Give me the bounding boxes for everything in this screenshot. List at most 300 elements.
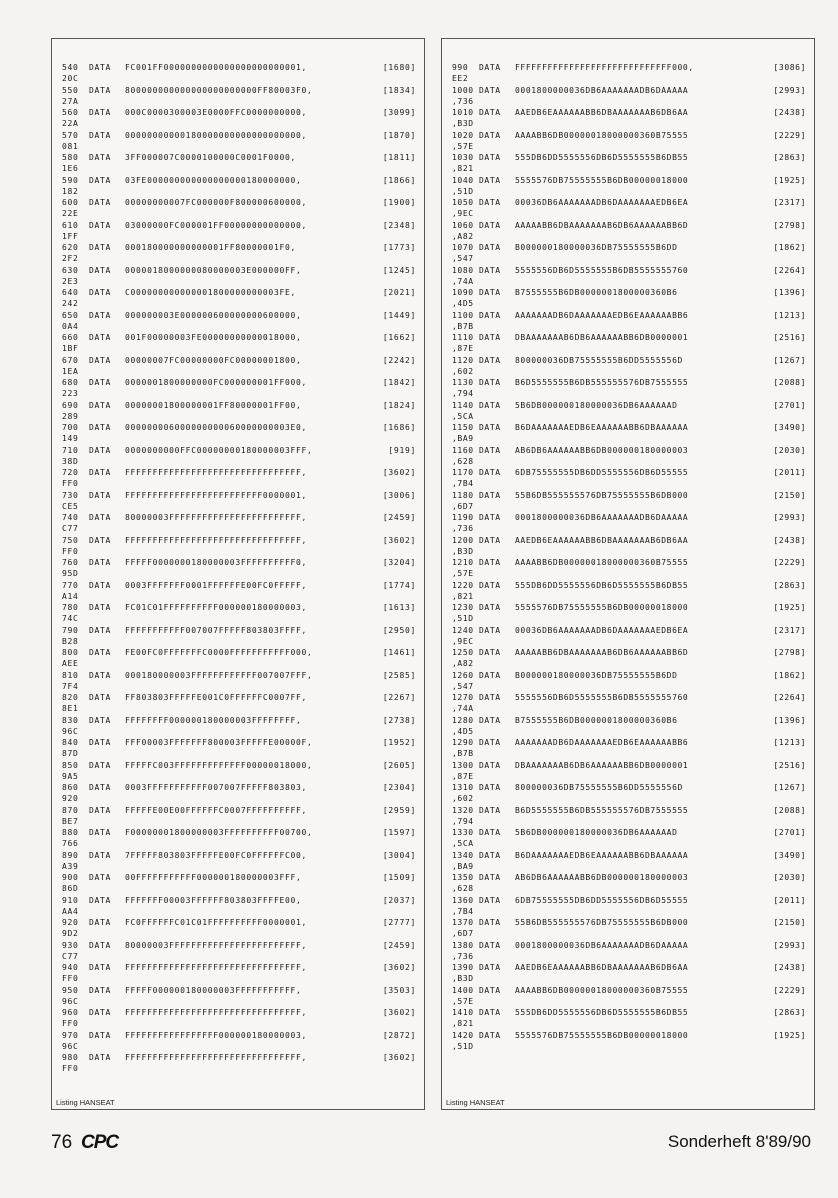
keyword: DATA xyxy=(89,1030,112,1040)
keyword: DATA xyxy=(89,423,112,432)
line-number: B28 xyxy=(62,636,79,646)
line-number: 1240 xyxy=(452,625,474,635)
data-values: 6DB75555555DB6DD5555556DB6D55555 xyxy=(515,468,689,477)
line-number: 1080 xyxy=(452,265,474,275)
data-values: 00036DB6AAAAAAADB6DAAAAAAAEDB6EA xyxy=(515,625,689,635)
data-values: 5555556DB6D5555555B6DB5555555760 xyxy=(515,265,689,275)
data-values: AB6DB6AAAAAABB6DB000000180000003 xyxy=(515,873,689,882)
data-values: 80000003FFFFFFFFFFFFFFFFFFFFFFFF, xyxy=(125,940,308,950)
listing-line xyxy=(452,636,806,647)
keyword: DATA xyxy=(89,1053,112,1062)
line-number: FF0 xyxy=(62,1019,79,1029)
listing-line xyxy=(62,613,416,624)
line-number: 1110 xyxy=(452,333,474,342)
line-number: BE7 xyxy=(62,816,79,826)
line-number: 1010 xyxy=(452,108,474,117)
line-number: ,821 xyxy=(452,1019,474,1029)
keyword: DATA xyxy=(89,85,112,95)
line-number: 740 xyxy=(62,513,79,522)
line-number: 95D xyxy=(62,569,79,579)
line-number: 1120 xyxy=(452,355,474,365)
data-values: 55B6DB555555576DB75555555B6DB000 xyxy=(515,490,689,500)
listing-line xyxy=(452,658,806,669)
keyword: DATA xyxy=(89,648,112,657)
line-number: ,B3D xyxy=(452,546,474,556)
line-number: ,51D xyxy=(452,186,474,196)
listing-line xyxy=(452,760,806,771)
line-number: 9A5 xyxy=(62,771,79,781)
listing-line xyxy=(62,827,416,838)
data-values: 5B6DB000000180000036DB6AAAAAAD xyxy=(515,400,678,410)
listing-line xyxy=(62,681,416,692)
line-number: 289 xyxy=(62,411,79,421)
data-values: B000000180000036DB75555555B6DD xyxy=(515,670,678,680)
checksum: [2701] xyxy=(773,828,806,837)
data-values: 000000003E000000600000000600000, xyxy=(125,310,302,320)
line-number: ,736 xyxy=(452,96,474,106)
keyword: DATA xyxy=(89,1008,112,1017)
listing-line xyxy=(62,647,416,658)
checksum: [1449] xyxy=(382,310,416,320)
keyword: DATA xyxy=(479,175,501,185)
listing-line xyxy=(452,613,806,624)
line-number: 810 xyxy=(62,670,79,680)
listing-line xyxy=(452,175,806,186)
listing-line xyxy=(62,568,416,579)
keyword: DATA xyxy=(89,895,112,905)
listing-line xyxy=(62,703,416,714)
listing-line xyxy=(62,962,416,973)
listing-line xyxy=(62,771,416,782)
keyword: DATA xyxy=(479,963,501,972)
line-number: EE2 xyxy=(452,74,469,84)
data-values: 001F00000003FE00000000000018000, xyxy=(125,333,302,342)
listing-line xyxy=(62,1007,416,1018)
line-number: A39 xyxy=(62,861,79,871)
line-number: 2F2 xyxy=(62,254,79,264)
checksum: [3602] xyxy=(382,468,416,477)
line-number: ,794 xyxy=(452,389,474,399)
checksum: [2267] xyxy=(382,693,416,702)
checksum: [2348] xyxy=(382,220,416,230)
line-number: 22A xyxy=(62,119,79,129)
checksum: [2438] xyxy=(773,535,806,545)
line-number: 1070 xyxy=(452,243,474,252)
listing-line xyxy=(452,1041,806,1052)
keyword: DATA xyxy=(89,783,112,792)
listing-line xyxy=(62,1052,416,1063)
keyword: DATA xyxy=(479,580,501,590)
line-number: 960 xyxy=(62,1008,79,1017)
data-values: DBAAAAAAAB6DB6AAAAAABB6DB0000001 xyxy=(515,333,689,342)
checksum: [2037] xyxy=(382,895,416,905)
line-number: ,602 xyxy=(452,366,474,376)
data-values: 0001800000036DB6AAAAAAADB6DAAAAA xyxy=(515,85,689,95)
keyword: DATA xyxy=(479,63,501,72)
listing-line xyxy=(62,928,416,939)
data-values: 03FE000000000000000000180000000, xyxy=(125,175,302,185)
keyword: DATA xyxy=(479,558,501,567)
keyword: DATA xyxy=(89,333,112,342)
checksum: [1834] xyxy=(382,85,416,95)
listing-line xyxy=(62,96,416,107)
keyword: DATA xyxy=(89,873,112,882)
line-number: ,A82 xyxy=(452,659,474,669)
listing-line xyxy=(62,1041,416,1052)
keyword: DATA xyxy=(89,468,112,477)
checksum: [2993] xyxy=(773,513,806,522)
keyword: DATA xyxy=(89,670,112,680)
keyword: DATA xyxy=(479,490,501,500)
checksum: [2304] xyxy=(382,783,416,792)
checksum: [1686] xyxy=(382,423,416,432)
data-values: FFFFF0000000180000003FFFFFFFFFF0, xyxy=(125,558,308,567)
listing-line xyxy=(62,737,416,748)
data-values: AAAABB6DB00000018000000360B75555 xyxy=(515,985,689,995)
listing-line xyxy=(62,591,416,602)
line-number: 96C xyxy=(62,996,79,1006)
checksum: [2738] xyxy=(382,715,416,725)
checksum: [2585] xyxy=(382,670,416,680)
listing-line xyxy=(62,1030,416,1041)
data-values: 00036DB6AAAAAAADB6DAAAAAAAEDB6EA xyxy=(515,198,689,207)
checksum: [2242] xyxy=(382,355,416,365)
checksum: [3602] xyxy=(382,535,416,545)
listing-line xyxy=(62,658,416,669)
data-values: 3FF000007C0000100000C0001F0000, xyxy=(125,153,297,162)
line-number: ,B3D xyxy=(452,974,474,984)
line-number: 830 xyxy=(62,715,79,725)
checksum: [2264] xyxy=(773,693,806,702)
listing-line xyxy=(452,670,806,681)
checksum: [3490] xyxy=(773,850,806,860)
line-number: FF0 xyxy=(62,479,79,489)
line-number: 550 xyxy=(62,85,79,95)
listing-line xyxy=(452,298,806,309)
listing-line xyxy=(452,152,806,163)
listing-line xyxy=(62,231,416,242)
listing-line xyxy=(452,422,806,433)
listing-line xyxy=(452,433,806,444)
listing-line xyxy=(452,208,806,219)
checksum: [2030] xyxy=(773,873,806,882)
listing-lines-right xyxy=(452,62,806,1052)
listing-line xyxy=(452,456,806,467)
checksum: [1824] xyxy=(382,400,416,410)
listing-line xyxy=(62,782,416,793)
listing-line xyxy=(62,883,416,894)
listing-line xyxy=(452,940,806,951)
data-values: 00000000007FC000000F800000600000, xyxy=(125,198,308,207)
listing-line xyxy=(62,557,416,568)
checksum: [2863] xyxy=(773,1008,806,1017)
listing-line xyxy=(452,321,806,332)
line-number: 620 xyxy=(62,243,79,252)
listing-line xyxy=(62,433,416,444)
checksum: [2993] xyxy=(773,940,806,950)
data-values: 0000018000000080000003E000000FF, xyxy=(125,265,302,275)
line-number: 86D xyxy=(62,884,79,894)
line-number: 1370 xyxy=(452,918,474,927)
line-number: 1280 xyxy=(452,715,474,725)
listing-line xyxy=(452,287,806,298)
line-number: 182 xyxy=(62,186,79,196)
line-number: 1230 xyxy=(452,603,474,612)
line-number: 900 xyxy=(62,873,79,882)
checksum: [2030] xyxy=(773,445,806,455)
line-number: 1100 xyxy=(452,310,474,320)
line-number: 1EA xyxy=(62,366,79,376)
listing-line xyxy=(452,343,806,354)
checksum: [2438] xyxy=(773,963,806,972)
listing-line xyxy=(452,557,806,568)
line-number: 242 xyxy=(62,299,79,309)
listing-line xyxy=(62,355,416,366)
listing-line xyxy=(452,647,806,658)
listing-line xyxy=(452,186,806,197)
data-values: 555DB6DD5555556DB6D5555555B6DB55 xyxy=(515,1008,689,1017)
line-number: 1020 xyxy=(452,130,474,140)
listing-line xyxy=(452,726,806,737)
checksum: [1396] xyxy=(773,715,806,725)
data-values: 5555576DB75555555B6DB00000018000 xyxy=(515,603,689,612)
line-number: 1200 xyxy=(452,535,474,545)
line-number: FF0 xyxy=(62,546,79,556)
line-number: ,7B4 xyxy=(452,479,474,489)
line-number: 880 xyxy=(62,828,79,837)
keyword: DATA xyxy=(89,828,112,837)
line-number: ,A82 xyxy=(452,231,474,241)
keyword: DATA xyxy=(479,85,501,95)
keyword: DATA xyxy=(89,850,112,860)
checksum: [2317] xyxy=(773,625,806,635)
line-number: ,9EC xyxy=(452,209,474,219)
keyword: DATA xyxy=(479,895,501,905)
listing-line xyxy=(452,546,806,557)
line-number: 1310 xyxy=(452,783,474,792)
data-values: B6D5555555B6DB555555576DB7555555 xyxy=(515,378,689,387)
data-values: 555DB6DD5555556DB6D5555555B6DB55 xyxy=(515,153,689,162)
keyword: DATA xyxy=(89,985,112,995)
data-values: AAAAAAADB6DAAAAAAAEDB6EAAAAAABB6 xyxy=(515,738,689,747)
listing-line xyxy=(62,1063,416,1074)
page-footer xyxy=(51,1132,811,1162)
line-number: 840 xyxy=(62,738,79,747)
checksum: [3099] xyxy=(382,108,416,117)
line-number: 820 xyxy=(62,693,79,702)
listing-line xyxy=(62,467,416,478)
listing-line xyxy=(452,107,806,118)
data-values: AAEDB6EAAAAAABB6DBAAAAAAAB6DB6AA xyxy=(515,963,689,972)
data-values: 00000007FC00000000FC00000001800, xyxy=(125,355,302,365)
listing-line xyxy=(452,996,806,1007)
checksum: [2229] xyxy=(773,558,806,567)
line-number: 1210 xyxy=(452,558,474,567)
line-number: 1350 xyxy=(452,873,474,882)
listing-line xyxy=(62,130,416,141)
listing-line xyxy=(62,951,416,962)
listing-line xyxy=(62,276,416,287)
checksum: [919] xyxy=(388,445,416,455)
issue-label: Sonderheft 8'89/90 xyxy=(667,1132,811,1151)
listing-line xyxy=(452,276,806,287)
keyword: DATA xyxy=(89,310,112,320)
data-values: AB6DB6AAAAAABB6DB000000180000003 xyxy=(515,445,689,455)
keyword: DATA xyxy=(479,355,501,365)
checksum: [1662] xyxy=(382,333,416,342)
line-number: ,4D5 xyxy=(452,299,474,309)
data-values: AAAABB6DB00000018000000360B75555 xyxy=(515,130,689,140)
data-values: 5555576DB75555555B6DB00000018000 xyxy=(515,175,689,185)
data-values: AAAAAAADB6DAAAAAAAEDB6EAAAAAABB6 xyxy=(515,310,689,320)
listing-line xyxy=(62,602,416,613)
line-number: 1170 xyxy=(452,468,474,477)
data-values: FC0FFFFFFC01C01FFFFFFFFFF0000001, xyxy=(125,918,308,927)
checksum: [2459] xyxy=(382,513,416,522)
keyword: DATA xyxy=(479,828,501,837)
listing-line xyxy=(452,962,806,973)
line-number: 580 xyxy=(62,153,79,162)
keyword: DATA xyxy=(89,130,112,140)
line-number: 790 xyxy=(62,625,79,635)
line-number: ,7B4 xyxy=(452,906,474,916)
keyword: DATA xyxy=(89,198,112,207)
line-number: ,87E xyxy=(452,771,474,781)
line-number: 670 xyxy=(62,355,79,365)
data-values: C000000000000001800000000003FE, xyxy=(125,288,297,297)
line-number: 1390 xyxy=(452,963,474,972)
keyword: DATA xyxy=(89,400,112,410)
line-number: ,9EC xyxy=(452,636,474,646)
line-number: 1320 xyxy=(452,805,474,815)
keyword: DATA xyxy=(479,625,501,635)
checksum: [2516] xyxy=(773,760,806,770)
keyword: DATA xyxy=(479,153,501,162)
data-values: 0001800000036DB6AAAAAAADB6DAAAAA xyxy=(515,513,689,522)
page-number: 76 xyxy=(51,1132,73,1153)
line-number: 1400 xyxy=(452,985,474,995)
line-number: 1250 xyxy=(452,648,474,657)
line-number: 920 xyxy=(62,794,79,804)
data-values: FFFFFFFFFFFFFFFFFFFFFFFFFFFFFFFF, xyxy=(125,963,308,972)
line-number: ,51D xyxy=(452,614,474,624)
listing-line xyxy=(62,816,416,827)
data-values: 00FFFFFFFFFFF000000180000003FFF, xyxy=(125,873,302,882)
keyword: DATA xyxy=(89,378,112,387)
checksum: [1245] xyxy=(382,265,416,275)
listing-line xyxy=(452,332,806,343)
data-values: FFFFFFFF000000180000003FFFFFFFF, xyxy=(125,715,302,725)
listing-line xyxy=(452,906,806,917)
listing-line xyxy=(452,535,806,546)
line-number: 081 xyxy=(62,141,79,151)
listing-line xyxy=(62,208,416,219)
keyword: DATA xyxy=(89,918,112,927)
line-number: 780 xyxy=(62,603,79,612)
listing-line xyxy=(452,951,806,962)
listing-line xyxy=(452,883,806,894)
line-number: 1290 xyxy=(452,738,474,747)
data-values: 5555556DB6D5555555B6DB5555555760 xyxy=(515,693,689,702)
checksum: [2011] xyxy=(773,895,806,905)
line-number: 1000 xyxy=(452,85,474,95)
checksum: [1213] xyxy=(773,738,806,747)
line-number: 1180 xyxy=(452,490,474,500)
line-number: ,821 xyxy=(452,164,474,174)
keyword: DATA xyxy=(89,243,112,252)
listing-line xyxy=(452,310,806,321)
keyword: DATA xyxy=(479,1030,501,1040)
checksum: [1773] xyxy=(382,243,416,252)
listing-line xyxy=(452,242,806,253)
keyword: DATA xyxy=(89,355,112,365)
line-number: ,BA9 xyxy=(452,861,474,871)
keyword: DATA xyxy=(479,535,501,545)
data-values: B000000180000036DB75555555B6DD xyxy=(515,243,678,252)
line-number: 730 xyxy=(62,490,79,500)
data-values: 0000001800000000FC000000001FF000, xyxy=(125,378,308,387)
data-values: 0003FFFFFFFFFFF007007FFFFF803803, xyxy=(125,783,308,792)
data-values: 00000001800000001FF80000001FF00, xyxy=(125,400,302,410)
data-values: FFFFFFF00003FFFFFF803803FFFFE00, xyxy=(125,895,302,905)
listing-line xyxy=(452,771,806,782)
keyword: DATA xyxy=(479,220,501,230)
data-values: B7555555B6DB0000001800000360B6 xyxy=(515,715,678,725)
checksum: [2021] xyxy=(382,288,416,297)
keyword: DATA xyxy=(479,985,501,995)
listing-line xyxy=(452,467,806,478)
line-number: 22E xyxy=(62,209,79,219)
line-number: 750 xyxy=(62,535,79,545)
line-number: AEE xyxy=(62,659,79,669)
keyword: DATA xyxy=(89,108,112,117)
checksum: [3086] xyxy=(773,63,806,72)
listing-line xyxy=(62,197,416,208)
listing-line xyxy=(452,265,806,276)
line-number: ,794 xyxy=(452,816,474,826)
listing-line xyxy=(62,85,416,96)
checksum: [1613] xyxy=(382,603,416,612)
line-number: 1E6 xyxy=(62,164,79,174)
line-number: ,821 xyxy=(452,591,474,601)
listing-line xyxy=(452,130,806,141)
line-number: ,B7B xyxy=(452,321,474,331)
data-values: FFFFFFFFFFFFFFFFFFFFFFFFFFFFF000, xyxy=(515,63,694,72)
checksum: [3004] xyxy=(382,850,416,860)
listing-line xyxy=(452,253,806,264)
listing-line xyxy=(452,355,806,366)
line-number: 1BF xyxy=(62,344,79,354)
data-values: FFFFFFFFFFFFFFFFFFFFFFFFFFFFFFFF, xyxy=(125,1008,308,1017)
line-number: ,BA9 xyxy=(452,434,474,444)
listing-line xyxy=(452,872,806,883)
keyword: DATA xyxy=(479,198,501,207)
line-number: ,547 xyxy=(452,254,474,264)
listing-line xyxy=(452,692,806,703)
checksum: [2959] xyxy=(382,805,416,815)
keyword: DATA xyxy=(89,153,112,162)
listing-line xyxy=(62,838,416,849)
line-number: ,547 xyxy=(452,681,474,691)
checksum: [1267] xyxy=(773,355,806,365)
listing-line xyxy=(62,220,416,231)
listing-line xyxy=(62,636,416,647)
line-number: 920 xyxy=(62,918,79,927)
keyword: DATA xyxy=(89,760,112,770)
listing-line xyxy=(62,512,416,523)
listing-line xyxy=(452,681,806,692)
listing-line xyxy=(62,253,416,264)
